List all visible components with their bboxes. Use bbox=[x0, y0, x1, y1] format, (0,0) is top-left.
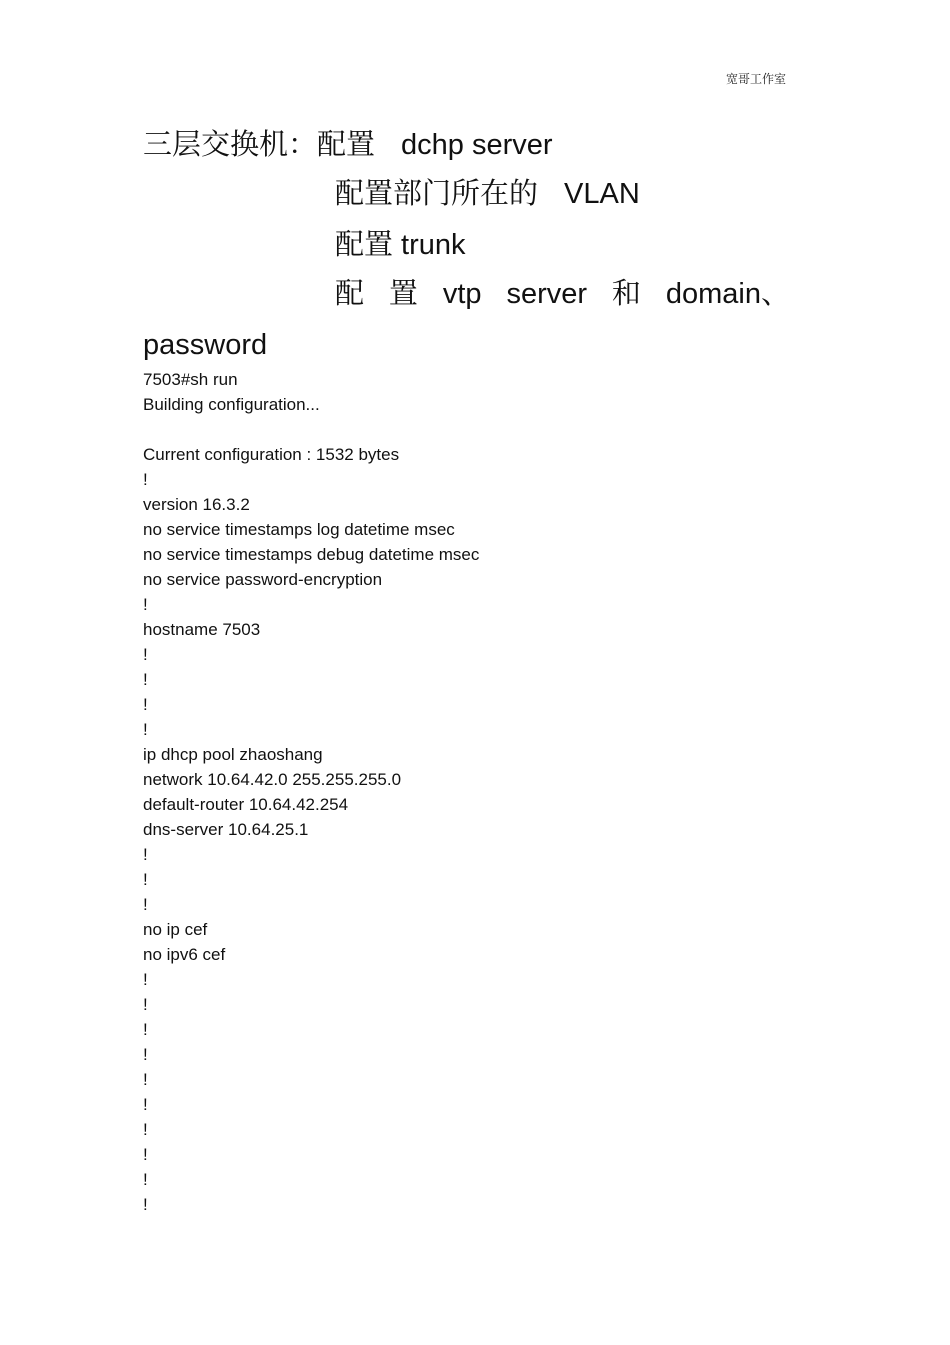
heading-4-word: vtp bbox=[442, 278, 482, 310]
config-line: Building configuration... bbox=[143, 395, 320, 414]
config-line: ! bbox=[143, 595, 148, 614]
config-line: no ip cef bbox=[143, 920, 208, 939]
heading-4-word: domain、 bbox=[665, 278, 790, 310]
config-line: ip dhcp pool zhaoshang bbox=[143, 745, 323, 764]
config-line: ! bbox=[143, 670, 148, 689]
config-line: ! bbox=[143, 845, 148, 864]
config-line: Current configuration : 1532 bytes bbox=[143, 445, 400, 464]
config-line: ! bbox=[143, 1145, 148, 1164]
config-line: 7503#sh run bbox=[143, 370, 238, 389]
heading-line-4 bbox=[335, 276, 790, 312]
config-line: ! bbox=[143, 1020, 148, 1039]
heading-4-word: 和 bbox=[611, 278, 641, 310]
page-header-studio: 宽哥工作室 bbox=[725, 72, 786, 86]
config-line: ! bbox=[143, 1195, 148, 1214]
config-line: dns-server 10.64.25.1 bbox=[143, 820, 309, 839]
config-line: version 16.3.2 bbox=[143, 495, 250, 514]
config-line: ! bbox=[143, 1045, 148, 1064]
config-line: ! bbox=[143, 895, 148, 914]
config-line: ! bbox=[143, 1095, 148, 1114]
heading-1-text: 三层交换机：配置 bbox=[143, 129, 376, 161]
heading-2-text: 配置部门所在的 bbox=[335, 178, 539, 210]
config-line: ! bbox=[143, 470, 148, 489]
config-line: ! bbox=[143, 970, 148, 989]
config-line: hostname 7503 bbox=[143, 620, 261, 639]
config-line bbox=[143, 417, 479, 442]
heading-line-3 bbox=[335, 227, 466, 263]
heading-4-word: server bbox=[506, 278, 588, 310]
config-line: no service timestamps log datetime msec bbox=[143, 520, 455, 539]
heading-2-term: VLAN bbox=[564, 178, 640, 210]
heading-4-word: 配 bbox=[335, 278, 365, 310]
heading-4-word: 置 bbox=[388, 278, 418, 310]
config-line: no service password-encryption bbox=[143, 570, 383, 589]
heading-line-1 bbox=[143, 127, 553, 163]
config-line: network 10.64.42.0 255.255.255.0 bbox=[143, 770, 402, 789]
config-line: ! bbox=[143, 870, 148, 889]
heading-line-5: password bbox=[143, 329, 268, 361]
heading-1-term: dchp server bbox=[401, 129, 553, 161]
heading-3-text: 配置 bbox=[335, 229, 394, 261]
config-line: ! bbox=[143, 645, 148, 664]
config-line: ! bbox=[143, 1120, 148, 1139]
config-line: ! bbox=[143, 1070, 148, 1089]
config-line: no ipv6 cef bbox=[143, 945, 226, 964]
config-line: default-router 10.64.42.254 bbox=[143, 795, 349, 814]
config-listing bbox=[143, 367, 479, 1217]
config-line: ! bbox=[143, 695, 148, 714]
heading-3-term: trunk bbox=[401, 229, 466, 261]
config-line: ! bbox=[143, 995, 148, 1014]
config-line: ! bbox=[143, 720, 148, 739]
config-line: no service timestamps debug datetime msec bbox=[143, 545, 480, 564]
config-line: ! bbox=[143, 1170, 148, 1189]
heading-line-2 bbox=[335, 176, 640, 212]
